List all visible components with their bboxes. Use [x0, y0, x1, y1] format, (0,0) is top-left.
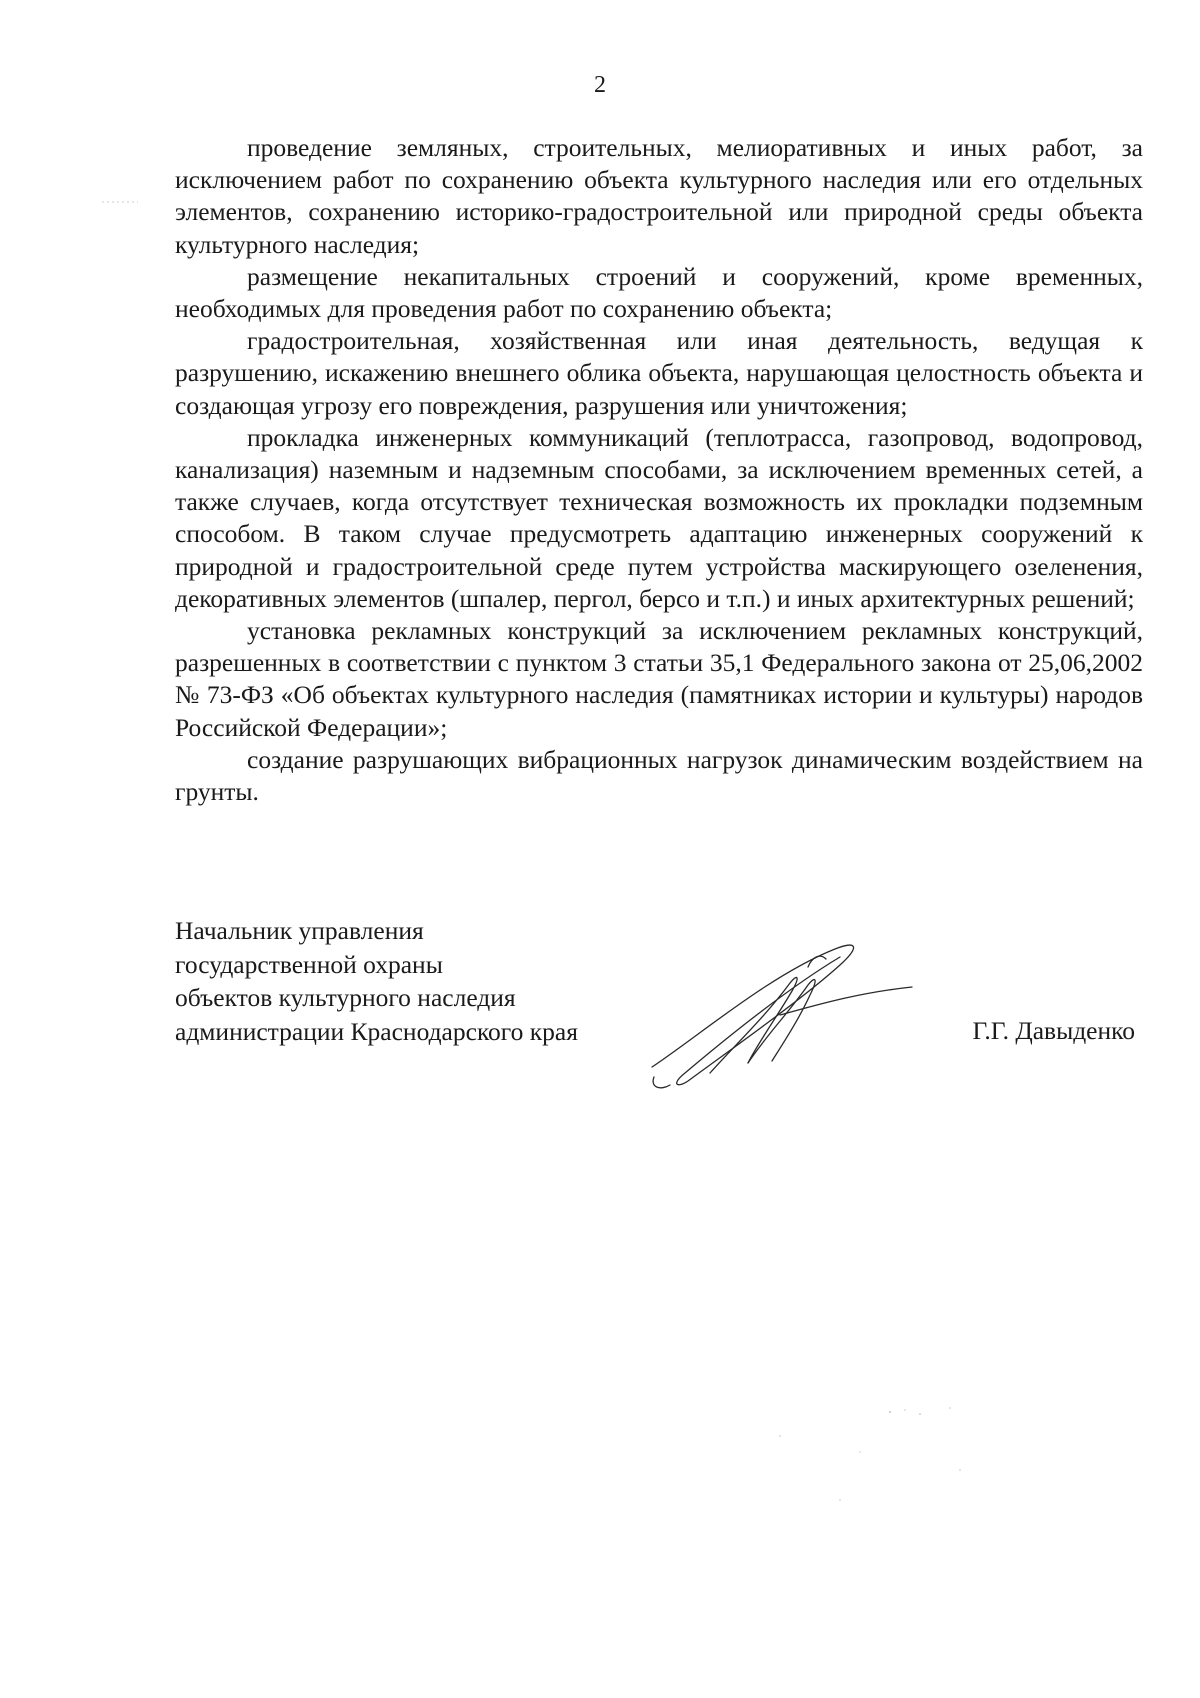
document-body	[175, 132, 1143, 808]
position-line: администрации Краснодарского края	[175, 1016, 578, 1046]
position-line: объектов культурного наследия	[175, 983, 516, 1012]
scan-specks	[760, 1400, 1020, 1520]
paragraph-urban-activity: градостроительная, хозяйственная или иная деятельность, ведущая к разрушению, искажению внешнего облика объекта, нарушающая целостность объекта и создающая угрозу его повреждения, разрушения или уничтожения;	[175, 326, 1143, 420]
paragraph-advertising: установка рекламных конструкций за исключением рекламных конструкций, разрешенных в соответствии с пунктом 3 статьи 35,1 Федерального закона от 25,06,2002 № 73-ФЗ «Об объектах культурного наследия (памятниках истории и культуры) народов Российской Федерации»;	[175, 616, 1143, 742]
paragraph-temporary-structures: размещение некапитальных строений и сооружений, кроме временных, необходимых для проведения работ по сохранению объекта;	[175, 261, 1143, 324]
paragraph-vibration: создание разрушающих вибрационных нагрузок динамическим воздействием на грунты.	[175, 744, 1143, 807]
paragraph-earthworks: проведение земляных, строительных, мелиоративных и иных работ, за исключением работ по сохранению объекта культурного наследия или его отдельных элементов, сохранению историко-градостроительной или природной среды объекта культурного наследия;	[175, 133, 1143, 259]
paragraph-utility-lines: прокладка инженерных коммуникаций (теплотрасса, газопровод, водопровод, канализация) наземным и надземным способами, за исключением временных сетей, а также случаев, когда отсутствует техническая возможность их прокладки подземным способом. В таком случае предусмотреть адаптацию инженерных сооружений к природной и градостроительной среде путем устройства маскирующего озеленения, декоративных элементов (шпалер, пергол, берсо и т.п.) и иных архитектурных решений;	[175, 422, 1143, 613]
position-line: Начальник управления	[175, 916, 424, 945]
position-line: государственной охраны	[175, 949, 443, 979]
handwritten-signature	[640, 935, 920, 1095]
signatory-position	[175, 914, 675, 1048]
page-number: 2	[594, 72, 606, 98]
signatory-name: Г.Г. Давыденко	[972, 1016, 1135, 1045]
scan-mark	[100, 192, 140, 198]
